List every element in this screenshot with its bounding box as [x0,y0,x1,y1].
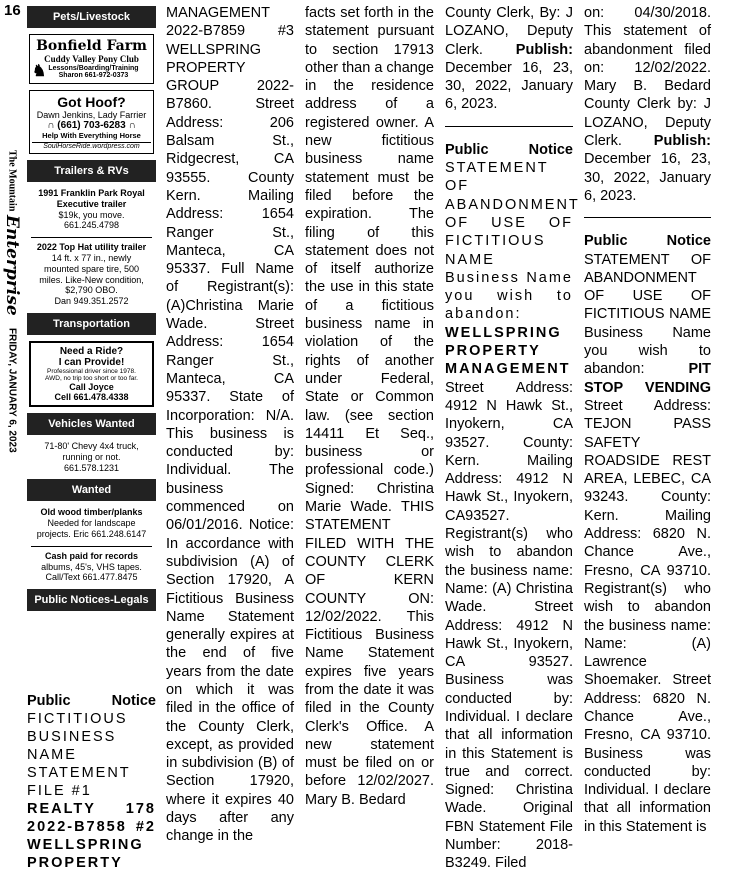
classifieds-column [27,6,156,617]
ad-line: Call/Text 661.477.8475 [45,572,138,583]
horse-icon: ♞ [32,63,47,80]
ride-ad [29,341,154,407]
notice-body: Street Address: TEJON PASS SAFETY ROADSIDE REST AREA, LEBEC, CA 93243. County: Kern. Mailing Address: 6820 N. Chance Ave., Fresno, CA 93710. Registrant(s) who wish to abandon the business name: Name: (A) Lawrence Shoemaker. Street Address: 6820 N. Chance Ave., Fresno, CA 93710. Business was conducted by: Individual. I declare that all information in this Statement is [584,397,711,835]
farm-club: Cuddy Valley Pony Club [44,54,139,64]
notice-column-1 [166,4,294,846]
notice-heading [27,692,156,710]
ad-line: 71-80' Chevy 4x4 truck, [44,440,139,451]
divider [584,217,711,218]
ad-line: AWD, no trip too short or too far. [45,374,138,382]
section-header-wanted: Wanted [27,479,156,501]
heading-left: Public [584,233,628,250]
farrier-ad [29,90,154,154]
farm-ad [29,34,154,84]
notice-text [445,159,580,873]
ad-line: miles. Like-New condition, [39,274,144,285]
notice-column-2 [305,4,434,809]
ad-title: Need a Ride? [59,345,124,357]
notice-text: MANAGEMENT 2022-B7859 #3 WELLSPRING PROPERTY GROUP 2022-B7860. Street Address: 206 Balsam St., Ridgecrest, CA 93555. County Kern. Mailing Address: 1654 Ranger St., Manteca, CA 95337. Full Name of Registrant(s): (A)Christina Marie Wade. Street Address: 1654 Ranger St., Manteca, CA 95337. State of Incorporation: N/A. This business is conducted by: Individual. The business commenced on 06/01/2016. Notice: In accordance with subdivision (A) of Section 17920, A Fictitious Business Name Statement generally expires at the end of five years from the date on which it was filed in the office of the County Clerk, except, as provided in subdivision (B) of Section 17920, where it expires 40 days after any change in the [166,5,294,845]
heading-right: Notice [528,141,573,158]
publish-label: Publish: [653,133,711,150]
trailer-ad-1 [27,188,156,231]
heading-left: Public [27,693,71,709]
section-header-notices: Public Notices-Legals [27,589,156,611]
business-name: PIT STOP VENDING [584,361,711,396]
notice-title: STATEMENT OF ABANDONMENT OF USE OF FICTITIOUS NAME Business Name you wish to abandon: [584,251,711,378]
publish-dates: December 16, 23, 30, 2022, January 6, 2023. [584,151,711,204]
ad-line: $2,790 OBO. [65,285,118,296]
paper-name-prefix: The Mountain [6,150,18,212]
wanted-ad-1 [27,507,156,539]
ad-line: Needed for landscape [47,518,136,529]
trailer-ad-2 [27,242,156,307]
farm-services: Lessons/Boarding/Training [48,65,139,72]
horseshoe-icon: ∩ [128,120,136,131]
business-name: WELLSPRING PROPERTY MANAGEMENT [445,324,571,378]
issue-date: FRIDAY, JANUARY 6, 2023 [6,328,18,453]
notice-body: FICTITIOUS BUSINESS NAME STATEMENT FILE #1 [27,711,131,799]
ad-line: $19k, you move. [58,209,125,220]
ad-line: Call Joyce [69,381,114,392]
ad-line: projects. Eric 661.248.6147 [36,528,147,539]
horseshoe-icon: ∩ [47,120,55,131]
section-header-vehicles: Vehicles Wanted [27,413,156,435]
ad-line: Cell 661.478.4338 [54,391,129,402]
divider [445,126,573,127]
heading-left: Public [445,141,489,158]
ad-title: Cash paid for records [44,550,139,561]
ad-line: running or not. [62,451,121,462]
notice-text [445,4,573,114]
notice-column-4 [584,4,711,836]
farrier-name: Dawn Jenkins, Lady Farrier [36,110,147,120]
ad-line: Professional driver since 1978. [47,367,136,375]
publish-dates: December 16, 23, 30, 2022, January 6, 2023. [445,59,573,113]
ad-line: Dan 949.351.2572 [54,296,129,307]
ad-line: 661.245.4798 [63,220,120,231]
publish-label: Publish: [515,41,573,58]
page-number: 16 [4,2,21,19]
notice-text: facts set forth in the statement pursuant to section 17913 other than a change in the residence address of a registered owner. A new fictitious business name statement must be filed before the expiration. The filing of this statement does not of itself authorize the use in this state of a fictitious business name in violation of the rights of another under Federal, State or Common law. (see section 14411 Et Seq., business or professional code.) Signed: Christina Marie Wade. THIS STATEMENT FILED WITH THE COUNTY CLERK OF KERN COUNTY ON: 12/02/2022. This Fictitious Business Name Statement expires five years from the date it was filed in the County Clerk's Office. A new statement must be filed on or before 12/02/2027. Mary B. Bedard [305,5,434,808]
notice-tail: County Clerk, By: J LOZANO, Deputy Clerk. [445,5,573,58]
heading-right: Notice [666,233,711,250]
ad-line: 14 ft. x 77 in., newly [51,252,132,263]
ad-line: 661.578.1231 [63,462,120,473]
farm-contact: Sharon 661-972-0373 [58,72,129,79]
public-notice-1-start [27,688,156,872]
divider [31,237,152,238]
notice-tail: on: 04/30/2018. This statement of abandonment filed on: 12/02/2022. Mary B. Bedard County Clerk by: J LOZANO, Deputy Clerk. [584,5,711,150]
notice-body: Street Address: 4912 N Hawk St., Inyokern, CA 93527. County: Kern. Mailing Address: 4912 N Hawk St., Inyokern, CA93527. Registrant(s) who wish to abandon the business name: Name: (A) Christina Wade. Street Address: 4912 N Hawk St., Inyokern, CA 93527. Business was conducted by: Individual. I declare that all information in this Statement is true and correct. Signed: Christina Wade. Original FBN Statement File Number: 2018-B3249. Filed [445,379,573,872]
section-header-trailers: Trailers & RVs [27,160,156,182]
farm-name: Bonfield Farm [36,38,147,54]
wanted-ad-2 [27,551,156,583]
farrier-help: Help With Everything Horse [42,131,141,140]
notice-heading [584,232,711,250]
farrier-phone: (661) 703-6283 [57,120,126,131]
ad-line: Executive trailer [56,198,127,209]
notice-heading [445,141,573,159]
ad-line: mounted spare tire, 500 [43,263,140,274]
section-header-transportation: Transportation [27,313,156,335]
farrier-title: Got Hoof? [57,94,126,110]
notice-title: STATEMENT OF ABANDONMENT OF USE OF FICTITIOUS NAME Business Name you wish to abandon: [445,160,580,323]
notice-column-3 [445,4,580,873]
ad-title: 2022 Top Hat utility trailer [36,242,147,253]
paper-logo: Enterprise [2,215,22,317]
farrier-site: SoulHorseRide.wordpress.com [32,142,151,150]
divider [31,546,152,547]
notice-list: REALTY 178 2022-B7858 #2 WELLSPRING PROPERTY [27,801,156,871]
vehicle-ad [27,441,156,473]
notice-text [584,251,711,837]
newspaper-spine [1,150,23,453]
notice-text [584,4,711,205]
heading-right: Notice [111,693,156,709]
ad-title: I can Provide! [58,356,125,368]
ad-line: albums, 45's, VHS tapes. [41,561,142,572]
section-header-pets: Pets/Livestock [27,6,156,28]
ad-title: Old wood timber/planks [40,507,143,518]
ad-title: 1991 Franklin Park Royal [38,188,145,198]
